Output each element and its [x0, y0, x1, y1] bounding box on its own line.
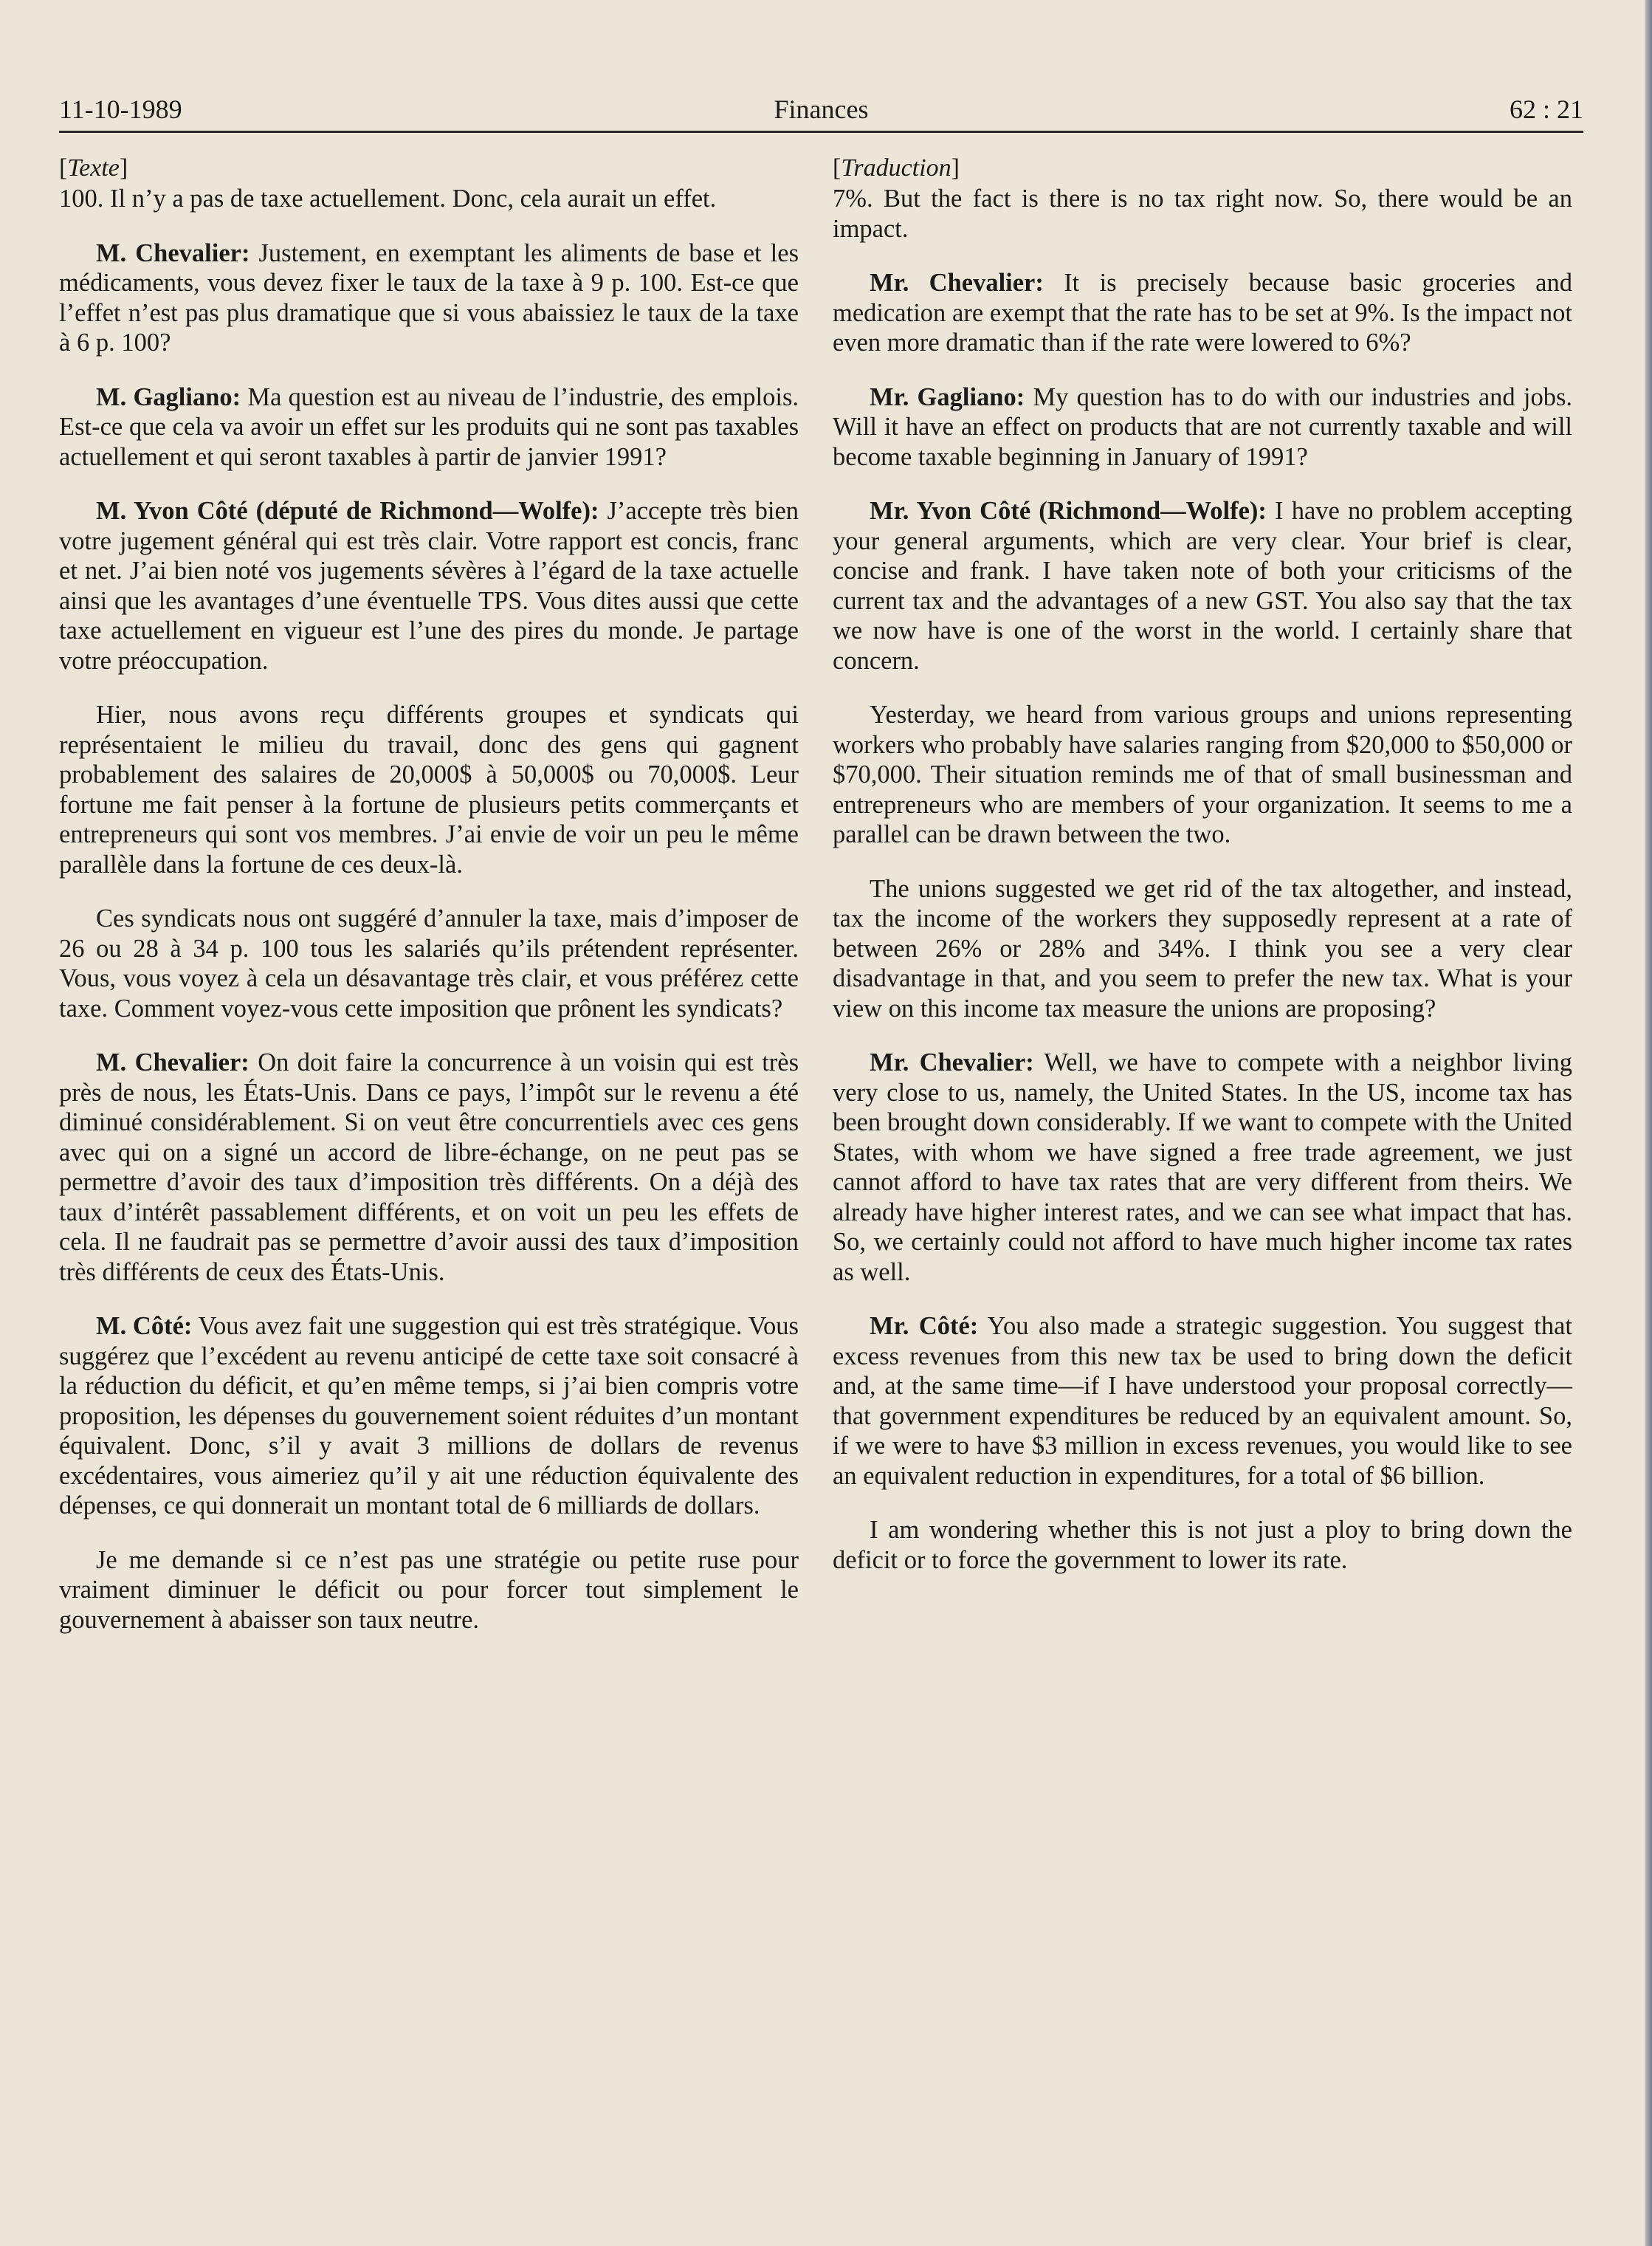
french-paragraph [59, 238, 799, 358]
french-label-text: Texte [67, 154, 120, 182]
speaker-name: M. Chevalier: [96, 238, 250, 267]
speaker-name: Mr. Côté: [870, 1312, 979, 1340]
english-paragraph [833, 874, 1572, 1024]
french-paragraph [59, 700, 799, 879]
english-column [833, 152, 1572, 1599]
paragraph-text: Hier, nous avons reçu différents groupes et syndicats qui représentaient le milieu du travail, donc des gens qui gagnent probablement des salaires de 20,000$ à 50,000$ ou 70,000$. Leur fortune me fait penser à la fortune de plusieurs petits commerçants et entrepreneurs qui sont vos membres. J’ai envie de voir un peu le même parallèle dans la fortune de ces deux-là. [59, 701, 799, 879]
english-column-label: [Traduction] [833, 154, 960, 182]
paragraph-text: Justement, en exemptant les aliments de base et les médicaments, vous devez fixer le taux de la taxe à 9 p. 100. Est-ce que l’effet n’est pas plus dramatique que si vous abaissiez le taux de la taxe à 6 p. 100? [59, 238, 799, 357]
scan-edge [1645, 0, 1652, 2246]
english-label-text: Traduction [841, 154, 951, 182]
paragraph-text: I am wondering whether this is not just a ploy to bring down the deficit or to force the government to lower its rate. [833, 1516, 1572, 1574]
french-paragraph [59, 184, 799, 214]
english-paragraph [833, 496, 1572, 676]
paragraph-text: 100. Il n’y a pas de taxe actuellement. Donc, cela aurait un effet. [59, 185, 717, 213]
paragraph-text: Vous avez fait une suggestion qui est très stratégique. Vous suggérez que l’excédent au revenu anticipé de cette taxe soit consacré à la réduction du déficit, et qu’en même temps, si j’ai bien compris votre proposition, les dépenses du gouvernement soient réduites d’un montant équivalent. Donc, s’il y avait 3 millions de dollars de revenus excédentaires, vous aimeriez qu’il y ait une réduction équivalente des dépenses, ce qui donnerait un montant total de 6 milliards de dollars. [59, 1312, 799, 1519]
header-date: 11-10-1989 [59, 95, 182, 124]
english-paragraph [833, 382, 1572, 473]
paragraph-text: You also made a strategic suggestion. You suggest that excess revenues from this new tax be used to bring down the deficit and, at the same time—if I have understood your proposal correctly—that government expenditures be reduced by an equivalent amount. So, if we were to have $3 million in excess revenues, you would like to see an equivalent reduction in expenditures, for a total of $6 billion. [833, 1312, 1572, 1490]
french-column [59, 152, 799, 1659]
speaker-name: M. Côté: [96, 1312, 193, 1340]
french-column-label: [Texte] [59, 154, 128, 182]
paragraph-text: On doit faire la concurrence à un voisin qui est très près de nous, les États-Unis. Dans ce pays, l’impôt sur le revenu a été diminué considérablement. Si on veut être concurrentiels avec ces gens avec qui on a signé un accord de libre-échange, on ne peut pas se permettre d’avoir des taux d’imposition très différents. On a déjà des taux d’intérêt passablement différents, et on voit un peu les effets de cela. Il ne faudrait pas se permettre d’avoir aussi des taux d’imposition très différents de ceux des États-Unis. [59, 1048, 799, 1286]
paragraph-text: My question has to do with our industries and jobs. Will it have an effect on products that are not currently taxable and will become taxable beginning in January of 1991? [833, 382, 1573, 471]
paragraph-text: Well, we have to compete with a neighbor living very close to us, namely, the United States. In the US, income tax has been brought down considerably. If we want to compete with the United States, with whom we have signed a free trade agreement, we just cannot afford to have tax rates that are very different from theirs. We already have higher interest rates, and we can see what impact that has. So, we certainly could not afford to have much higher income tax rates as well. [833, 1048, 1572, 1286]
speaker-name: Mr. Gagliano: [870, 382, 1025, 411]
paragraph-text: Yesterday, we heard from various groups and unions representing workers who probably have salaries ranging from $20,000 to $50,000 or $70,000. Their situation reminds me of that of small businessman and entrepreneurs who are members of your organization. It seems to me a parallel can be drawn between the two. [833, 701, 1572, 848]
document-page [59, 92, 1583, 2219]
speaker-name: M. Yvon Côté (député de Richmond—Wolfe): [96, 497, 599, 525]
paragraph-text: The unions suggested we get rid of the tax altogether, and instead, tax the income of the workers they supposedly represent at a rate of between 26% or 28% and 34%. I think you see a very clear disadvantage in that, and you seem to prefer the new tax. What is your view on this income tax measure the unions are proposing? [833, 874, 1572, 1023]
paragraph-text: J’accepte très bien votre jugement général qui est très clair. Votre rapport est concis, franc et net. J’ai bien noté vos jugements sévères à l’égard de la taxe actuelle ainsi que les avantages d’une éventuelle TPS. Vous dites aussi que cette taxe actuellement en vigueur est l’une des pires du monde. Je partage votre préoccupation. [59, 497, 799, 675]
speaker-name: Mr. Chevalier: [870, 1048, 1034, 1076]
french-paragraph [59, 1048, 799, 1287]
speaker-name: M. Chevalier: [96, 1048, 249, 1076]
english-paragraph [833, 1048, 1572, 1287]
page-header [59, 92, 1583, 133]
paragraph-text: Ces syndicats nous ont suggéré d’annuler la taxe, mais d’imposer de 26 ou 28 à 34 p. 100 tous les salariés qu’ils prétendent représenter. Vous, vous voyez à cela un désavantage très clair, et vous préférez cette taxe. Comment voyez-vous cette imposition que prônent les syndicats? [59, 904, 799, 1023]
english-paragraph [833, 184, 1572, 244]
paragraph-text: 7%. But the fact is there is no tax right now. So, there would be an impact. [833, 185, 1572, 243]
french-paragraph [59, 904, 799, 1023]
english-paragraph [833, 268, 1572, 358]
english-paragraph [833, 1515, 1572, 1575]
french-paragraph [59, 382, 799, 473]
paragraph-text: Ma question est au niveau de l’industrie, des emplois. Est-ce que cela va avoir un effet sur les produits qui ne sont pas taxables actuellement et qui seront taxables à partir de janvier 1991? [59, 382, 799, 471]
speaker-name: Mr. Chevalier: [870, 269, 1044, 297]
paragraph-text: Je me demande si ce n’est pas une stratégie ou petite ruse pour vraiment diminuer le déficit ou pour forcer tout simplement le gouvernement à abaisser son taux neutre. [59, 1545, 799, 1634]
header-title: Finances [774, 95, 869, 124]
english-paragraph [833, 1311, 1572, 1491]
french-paragraph [59, 1311, 799, 1521]
paragraph-text: It is precisely because basic groceries and medication are exempt that the rate has to be set at 9%. Is the impact not even more dramatic than if the rate were lowered to 6%? [833, 269, 1572, 357]
paragraph-text: I have no problem accepting your general arguments, which are very clear. Your brief is clear, concise and frank. I have taken note of both your criticisms of the current tax and the advantages of a new GST. You also say that the tax we now have is one of the worst in the world. I certainly share that concern. [833, 497, 1572, 675]
french-paragraph [59, 496, 799, 676]
french-paragraph [59, 1545, 799, 1635]
speaker-name: Mr. Yvon Côté (Richmond—Wolfe): [870, 497, 1267, 525]
speaker-name: M. Gagliano: [96, 382, 241, 411]
header-page-number: 62 : 21 [1509, 95, 1583, 124]
english-paragraph [833, 700, 1572, 850]
